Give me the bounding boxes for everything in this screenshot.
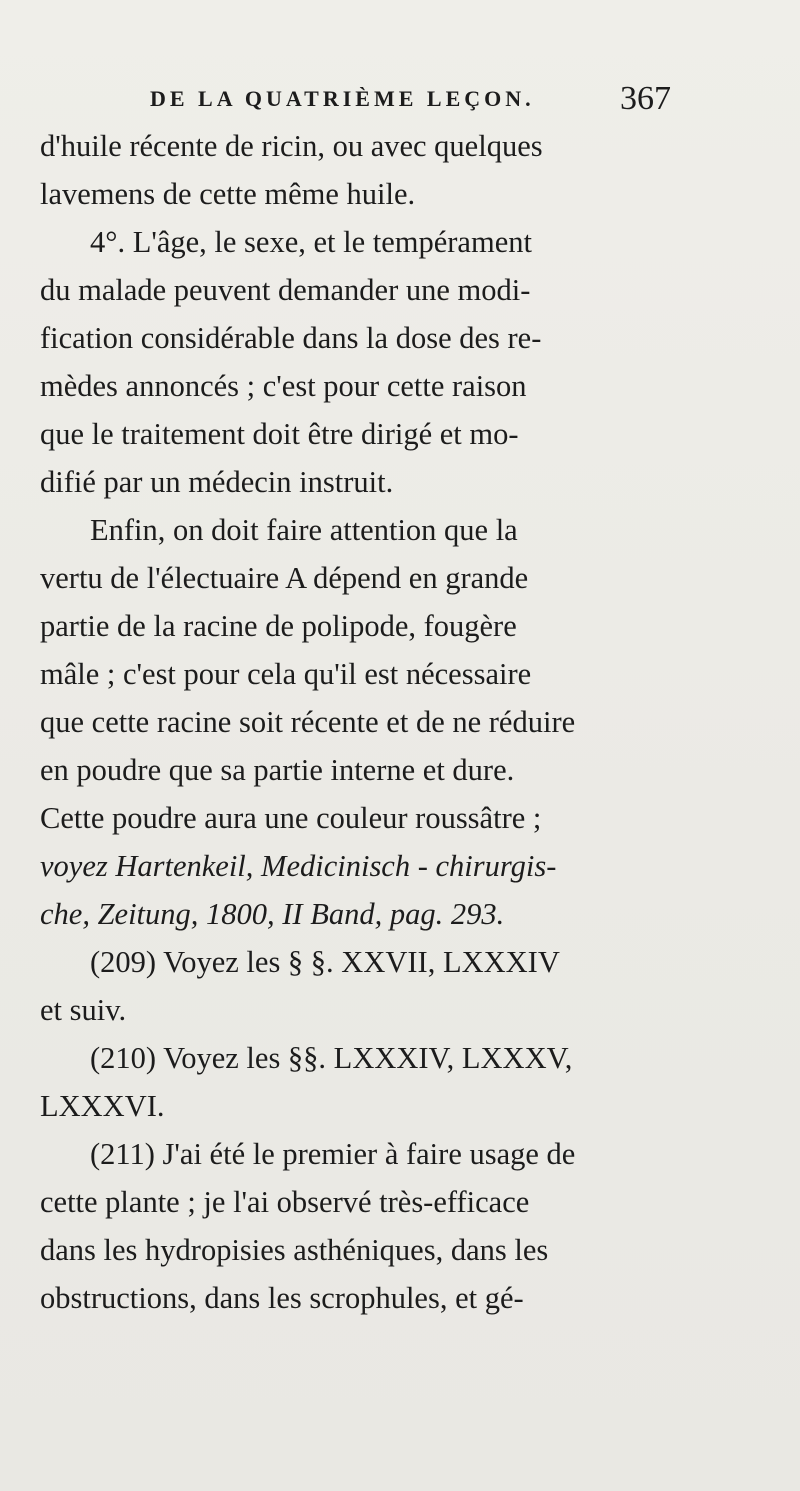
text-line: lavemens de cette même huile. [40, 177, 416, 211]
body-text [40, 122, 780, 1322]
page-number: 367 [620, 80, 671, 117]
text-line: obstructions, dans les scrophules, et gé- [40, 1281, 524, 1315]
running-head: DE LA QUATRIÈME LEÇON. [150, 86, 535, 111]
text-line: (209) Voyez les § §. XXVII, LXXXIV [90, 945, 560, 979]
text-line: cette plante ; je l'ai observé très-efficace [40, 1185, 530, 1219]
text-line: et suiv. [40, 993, 127, 1027]
text-line: partie de la racine de polipode, fougère [40, 609, 517, 643]
page-header [0, 80, 800, 126]
text-line: en poudre que sa partie interne et dure. [40, 753, 515, 787]
text-line: difié par un médecin instruit. [40, 465, 394, 499]
text-line: Cette poudre aura une couleur roussâtre ; [40, 801, 542, 835]
text-line: (211) J'ai été le premier à faire usage de [90, 1137, 576, 1171]
text-line: du malade peuvent demander une modi- [40, 273, 531, 307]
text-line: vertu de l'électuaire A dépend en grande [40, 561, 529, 595]
text-line: dans les hydropisies asthéniques, dans les [40, 1233, 549, 1267]
text-line: voyez Hartenkeil, Medicinisch - chirurgis- [40, 849, 557, 883]
text-line: Enfin, on doit faire attention que la [90, 513, 518, 547]
text-line: mèdes annoncés ; c'est pour cette raison [40, 369, 527, 403]
text-line: che, Zeitung, 1800, II Band, pag. 293. [40, 897, 505, 931]
text-line: mâle ; c'est pour cela qu'il est nécessaire [40, 657, 532, 691]
text-line: d'huile récente de ricin, ou avec quelques [40, 129, 543, 163]
text-line: que le traitement doit être dirigé et mo- [40, 417, 519, 451]
text-line: (210) Voyez les §§. LXXXIV, LXXXV, [90, 1041, 573, 1075]
text-line: que cette racine soit récente et de ne réduire [40, 705, 576, 739]
text-line: fication considérable dans la dose des re- [40, 321, 542, 355]
text-line: LXXXVI. [40, 1089, 165, 1123]
text-line: 4°. L'âge, le sexe, et le tempérament [90, 225, 532, 259]
